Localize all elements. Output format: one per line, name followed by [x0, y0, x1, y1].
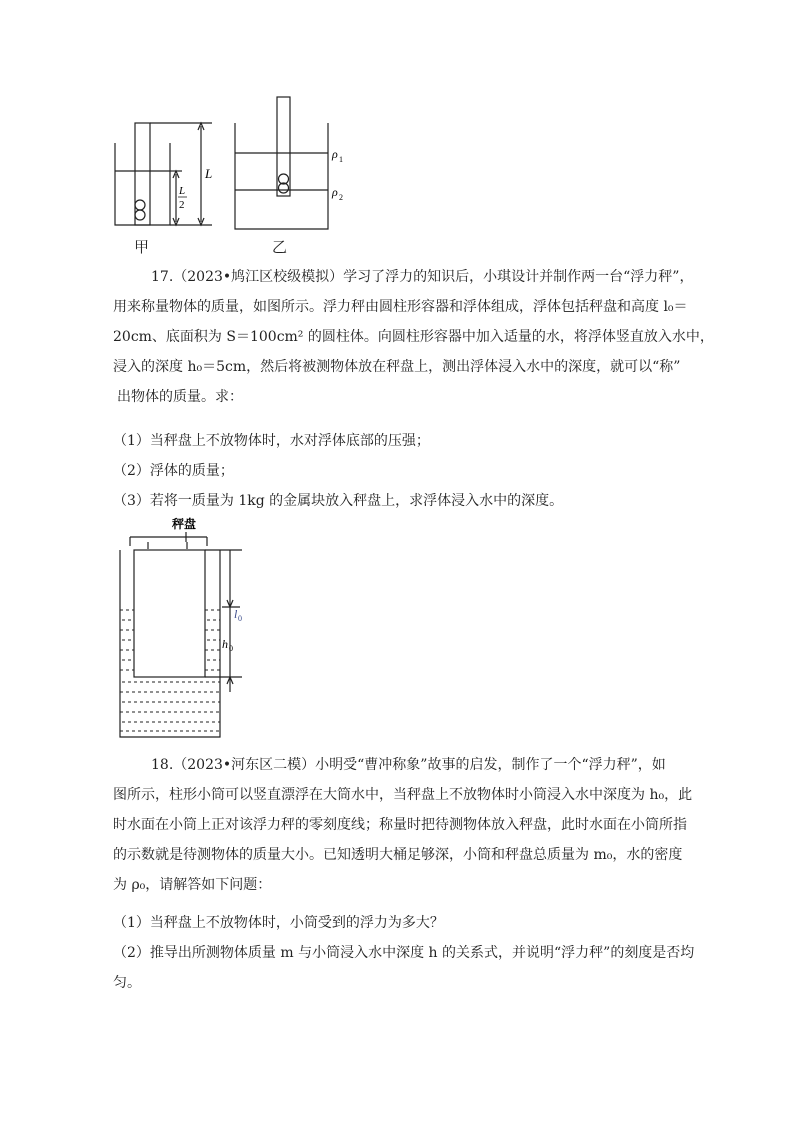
- figure-buoyancy-scale: [110, 512, 270, 744]
- question-number: 17.: [151, 269, 174, 285]
- label-l0: l: [234, 607, 238, 621]
- question-17-item-3: （3）若将一质量为 1kg 的金属块放入秤盘上，求浮体浸入水中的深度。: [113, 493, 564, 509]
- question-18-item-2-cont: 匀。: [113, 975, 141, 991]
- question-18-line-2: 图所示，柱形小筒可以竖直漂浮在大筒水中，当秤盘上不放物体时小筒浸入水中深度为 h₀，此: [113, 787, 693, 803]
- question-17-line-5: 出物体的质量。求：: [117, 389, 243, 405]
- question-number: 18.: [151, 757, 174, 773]
- question-18-line-1: 18.（2023•河东区二模）小明受“曹冲称象”故事的启发，制作了一个“浮力秤”，如: [151, 757, 666, 773]
- label-L-half-num: L: [179, 185, 186, 197]
- question-18-item-2: （2）推导出所测物体质量 m 与小筒浸入水中深度 h 的关系式，并说明“浮力秤”的刻度是否均: [113, 945, 695, 961]
- container-jia: [115, 143, 170, 225]
- label-L: L: [205, 166, 213, 181]
- pan-label: 秤盘: [172, 517, 197, 531]
- label-h0: h: [222, 637, 228, 651]
- label-rho1-sub: 1: [339, 155, 343, 164]
- question-17-line-1: 17.（2023•鸠江区校级模拟）学习了浮力的知识后，小琪设计并制作两一台“浮力秤”，: [151, 269, 694, 285]
- ball-icon: [135, 210, 145, 220]
- float-body: [134, 550, 205, 677]
- label-rho2: ρ: [332, 185, 338, 199]
- caption-jia: 甲: [134, 238, 150, 256]
- question-17-line-3: 20cm、底面积为 S＝100cm² 的圆柱体。向圆柱形容器中加入适量的水，将浮体竖直放入水中，: [113, 329, 714, 345]
- label-L-half-den: 2: [179, 199, 185, 211]
- question-17-line-4: 浸入的深度 h₀＝5cm，然后将被测物体放在秤盘上，测出浮体浸入水中的深度，就可以“称”: [113, 359, 681, 375]
- question-17-item-1: （1）当秤盘上不放物体时，水对浮体底部的压强；: [113, 433, 430, 449]
- question-18-line-3: 时水面在小筒上正对该浮力秤的零刻度线；称量时把待测物体放入秤盘，此时水面在小筒所指: [113, 817, 687, 833]
- caption-yi: 乙: [272, 238, 288, 256]
- figure-jia-yi: [105, 90, 365, 260]
- question-18-item-1: （1）当秤盘上不放物体时，小筒受到的浮力为多大？: [113, 915, 444, 931]
- question-18-line-5: 为 ρ₀，请解答如下问题：: [113, 877, 272, 893]
- container-yi: [235, 123, 328, 229]
- question-17-item-2: （2）浮体的质量；: [113, 463, 234, 479]
- ball-icon: [135, 200, 145, 210]
- label-rho2-sub: 2: [339, 193, 343, 202]
- label-h0-sub: 0: [229, 644, 233, 653]
- question-18: [113, 750, 713, 900]
- label-rho1: ρ: [332, 147, 338, 161]
- question-18-line-4: 的示数就是待测物体的质量大小。已知透明大桶足够深，小筒和秤盘总质量为 m₀，水的密度: [113, 847, 683, 863]
- question-17-line-2: 用来称量物体的质量，如图所示。浮力秤由圆柱形容器和浮体组成，浮体包括秤盘和高度 l₀＝: [113, 299, 688, 315]
- question-17: [113, 262, 713, 412]
- label-l0-sub: 0: [238, 614, 242, 623]
